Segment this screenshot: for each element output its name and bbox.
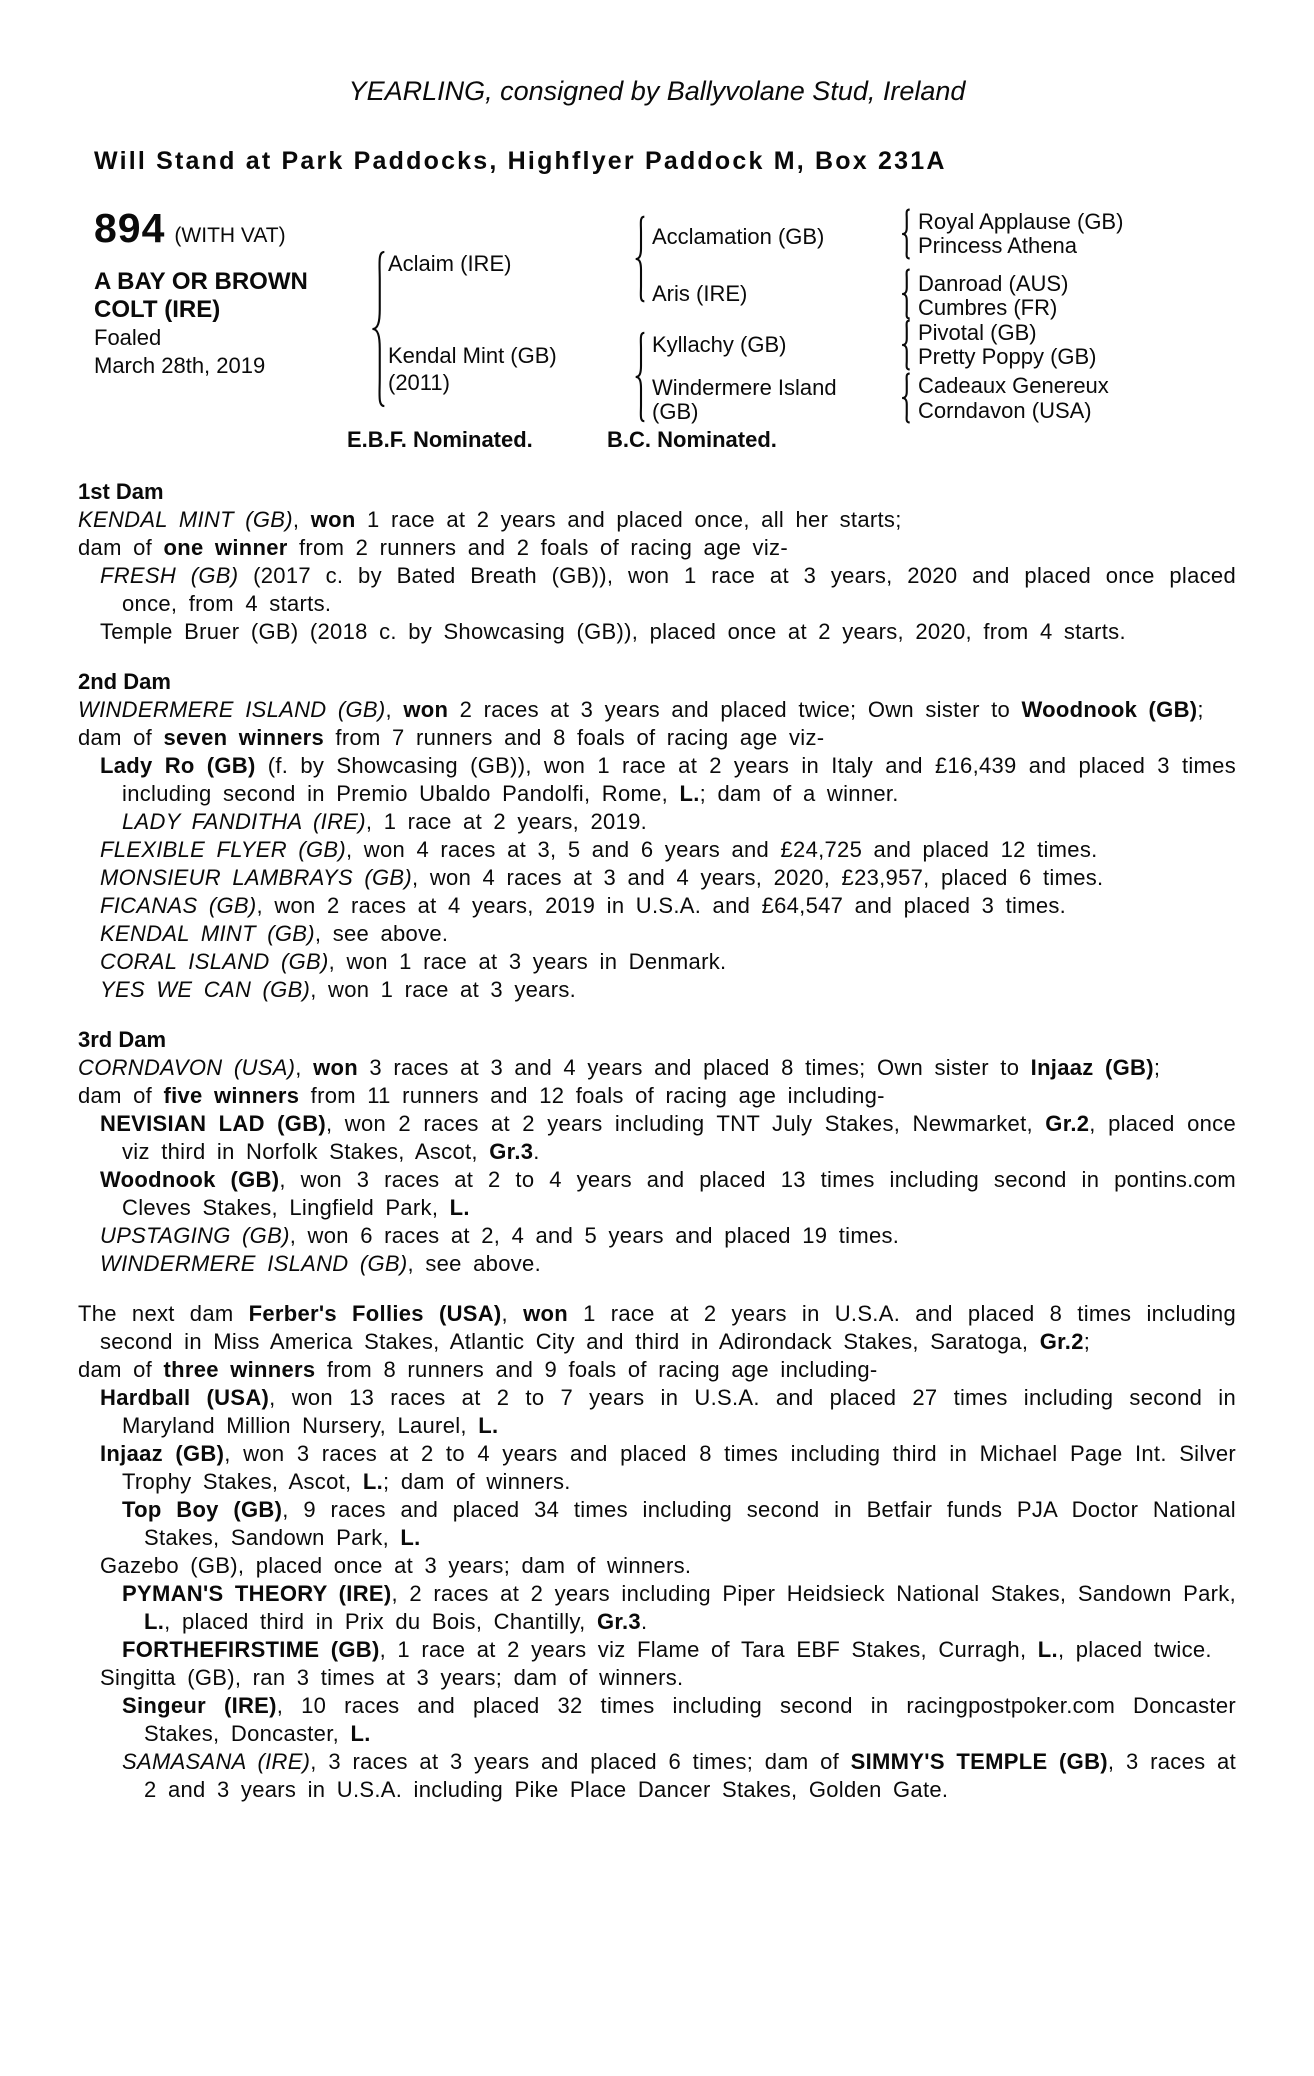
text-run: ; [1153,1055,1161,1080]
text-run: won [523,1301,568,1326]
text-run: WINDERMERE ISLAND (GB) [100,1251,408,1276]
brace-icon [898,319,912,371]
text-run: from 2 runners and 2 foals of racing age viz- [287,535,788,560]
text-run: Lady Ro (GB) [100,753,256,778]
catalog-paragraph [78,836,1236,864]
text-run: ; [1083,1329,1091,1354]
text-run: won [403,697,449,722]
catalog-paragraph [78,562,1236,618]
text-run: , [292,507,311,532]
text-run: , [501,1301,524,1326]
ebf-nominated-note: E.B.F. Nominated. [347,427,533,452]
text-run: (f. by Showcasing (GB)), won 1 race at 2 years in Italy and £16,439 and placed 3 times including second in Premio Ubaldo Pandolfi, Rome, [122,753,1237,806]
text-run: FORTHEFIRSTIME (GB) [122,1637,380,1662]
text-run: won [310,507,356,532]
text-run: NEVISIAN LAD (GB) [100,1111,327,1136]
text-run: Top Boy (GB) [122,1497,283,1522]
text-run: FLEXIBLE FLYER (GB) [100,837,346,862]
catalog-paragraph [78,1440,1236,1496]
text-run: dam of [78,1083,164,1108]
text-run: from 8 runners and 9 foals of racing age including- [315,1357,878,1382]
text-run: ; [1197,697,1204,722]
text-run: Gr.2 [1045,1111,1090,1136]
text-run: three winners [163,1357,316,1382]
text-run: , 9 races and placed 34 times including second in Betfair funds PJA Doctor National Stakes, Sandown Park, [144,1497,1236,1550]
catalog-paragraph [78,506,1236,534]
text-run: Singitta (GB), ran 3 times at 3 years; dam of winners. [100,1665,684,1690]
catalog-paragraph [78,1636,1236,1664]
great-grandparent-name: Pretty Poppy (GB) [918,344,1097,369]
text-run: Injaaz (GB) [100,1441,225,1466]
dam-section-heading: 1st Dam [78,479,164,504]
text-run: Singeur (IRE) [122,1693,277,1718]
text-run: L. [350,1721,371,1746]
text-run: Temple Bruer (GB) (2018 c. by Showcasing (GB)), placed once at 2 years, 2020, from 4 starts. [100,619,1126,644]
text-run: CORAL ISLAND (GB) [100,949,329,974]
catalog-paragraph [78,1552,1236,1580]
catalog-paragraph [78,1664,1236,1692]
catalog-page [0,76,1314,1804]
text-run: , [385,697,404,722]
great-grandparent-name: Royal Applause (GB) [918,209,1124,234]
colt-description: A BAY OR BROWN COLT (IRE) [94,268,308,323]
text-run: , see above. [314,921,449,946]
dam-year: (2011) [388,370,450,395]
text-run: Woodnook (GB) [1021,697,1198,722]
stand-location: Will Stand at Park Paddocks, Highflyer Paddock M, Box 231A [94,147,947,175]
text-run: , won 1 race at 3 years in Denmark. [328,949,727,974]
catalog-paragraph [78,1222,1236,1250]
catalog-paragraph [78,1748,1236,1804]
text-run: The next dam [78,1301,249,1326]
text-run: (2017 c. by Bated Breath (GB)), won 1 race at 3 years, 2020 and placed once placed once, from 4 starts. [122,563,1236,616]
text-run: , see above. [407,1251,541,1276]
great-grandparent-name: Danroad (AUS) [918,271,1069,296]
dam-section-heading: 2nd Dam [78,669,171,694]
brace-icon [898,268,912,320]
text-run: FRESH (GB) [100,563,239,588]
text-run: dam of [78,535,164,560]
text-run: Ferber's Follies (USA) [248,1301,502,1326]
text-run: , 10 races and placed 32 times including second in racingpostpoker.com Doncaster Stakes, Doncaster, [144,1693,1236,1746]
grandsire-name: Acclamation (GB) [652,224,825,249]
text-run: , 1 race at 2 years viz Flame of Tara EBF Stakes, Curragh, [379,1637,1038,1662]
text-run: , 1 race at 2 years, 2019. [365,809,648,834]
grandsire-name: Kyllachy (GB) [652,332,787,357]
text-run: Injaaz (GB) [1030,1055,1154,1080]
foaled-label: Foaled [94,325,162,350]
text-run: , won 3 races at 2 to 4 years and placed 13 times including second in pontins.com Cleves Stakes, Lingfield Park, [122,1167,1236,1220]
text-run: WINDERMERE ISLAND (GB) [78,697,386,722]
brace-icon [631,330,647,424]
text-run: 2 races at 3 years and placed twice; Own sister to [448,697,1022,722]
lot-block [94,205,360,380]
text-run: 1 race at 2 years in U.S.A. and placed 8 times including second in Miss America Stakes, Atlantic City and third in Adirondack Stakes, Saratoga, [100,1301,1236,1354]
text-run: , placed third in Prix du Bois, Chantilly, [164,1609,597,1634]
catalog-paragraph [78,1166,1236,1222]
text-run: , won 2 races at 4 years, 2019 in U.S.A. and £64,547 and placed 3 times. [256,893,1067,918]
text-run: , placed once viz third in Norfolk Stakes, Ascot, [122,1111,1236,1164]
text-run: KENDAL MINT (GB) [100,921,315,946]
text-run: , won 1 race at 3 years. [310,977,577,1002]
text-run: one winner [163,535,288,560]
text-run: , [295,1055,314,1080]
text-run: YES WE CAN (GB) [100,977,311,1002]
text-run: UPSTAGING (GB) [100,1223,290,1248]
catalog-paragraph [78,892,1236,920]
dam-section-heading: 3rd Dam [78,1027,167,1052]
foaled-date: March 28th, 2019 [94,353,266,378]
text-run: , 2 races at 2 years including Piper Heidsieck National Stakes, Sandown Park, [391,1581,1236,1606]
text-run: ; dam of a winner. [699,781,899,806]
great-grandparent-name: Pivotal (GB) [918,320,1037,345]
catalog-paragraph [78,1496,1236,1552]
text-run: L. [362,1469,384,1494]
text-run: 3 races at 3 and 4 years and placed 8 times; Own sister to [358,1055,1031,1080]
text-run: L. [144,1609,165,1634]
catalog-paragraph [78,1384,1236,1440]
brace-icon [631,214,647,304]
text-run: seven winners [163,725,325,750]
catalog-paragraph [78,948,1236,976]
text-run: SAMASANA (IRE) [122,1749,311,1774]
great-grandparent-name: Cadeaux Genereux [918,373,1109,398]
catalog-paragraph [78,1250,1236,1278]
vat-note: (WITH VAT) [174,224,286,247]
text-run: won [313,1055,359,1080]
dam-name [388,342,557,396]
text-run: , won 4 races at 3 and 4 years, 2020, £23,957, placed 6 times. [412,865,1104,890]
dam-name-text: Kendal Mint (GB) [388,343,557,368]
text-run: Gr.3 [596,1609,641,1634]
sire-name: Aclaim (IRE) [388,251,512,276]
text-run: LADY FANDITHA (IRE) [122,809,366,834]
great-grandparent-name: Princess Athena [918,233,1077,258]
text-run: Gazebo (GB), placed once at 3 years; dam of winners. [100,1553,692,1578]
lot-number-line [94,205,360,256]
catalog-paragraph [78,1580,1236,1636]
great-grandparent-name: Cumbres (FR) [918,295,1058,320]
catalog [78,478,1236,1804]
catalog-paragraph [78,864,1236,892]
text-run: FICANAS (GB) [100,893,257,918]
text-run: . [640,1609,648,1634]
text-run: , won 2 races at 2 years including TNT July Stakes, Newmarket, [326,1111,1046,1136]
text-run: 1 race at 2 years and placed once, all her starts; [355,507,902,532]
text-run: Gr.2 [1039,1329,1084,1354]
catalog-paragraph [78,724,1236,752]
catalog-paragraph [78,920,1236,948]
text-run: , 3 races at 3 years and placed 6 times; dam of [310,1749,851,1774]
text-run: Hardball (USA) [100,1385,270,1410]
bc-nominated-note: B.C. Nominated. [607,427,777,452]
text-run: MONSIEUR LAMBRAYS (GB) [100,865,413,890]
catalog-paragraph [78,1692,1236,1748]
granddam-name: Aris (IRE) [652,281,748,306]
brace-icon [366,247,388,411]
granddam-name: Windermere Island (GB) [652,375,837,424]
text-run: , won 4 races at 3, 5 and 6 years and £24,725 and placed 12 times. [345,837,1098,862]
text-run: , won 3 races at 2 to 4 years and placed 8 times including third in Michael Page Int. Silver Trophy Stakes, Ascot, [122,1441,1237,1494]
text-run: , 3 races at 2 and 3 years in U.S.A. including Pike Place Dancer Stakes, Golden Gate. [144,1749,1236,1802]
text-run: L. [478,1413,499,1438]
text-run: . [533,1139,540,1164]
text-run: ; dam of winners. [383,1469,571,1494]
great-grandparent-name: Corndavon (USA) [918,398,1092,423]
text-run: , won 6 races at 2, 4 and 5 years and placed 19 times. [289,1223,900,1248]
text-run: L. [1037,1637,1058,1662]
text-run: from 11 runners and 12 foals of racing age including- [299,1083,885,1108]
catalog-paragraph [78,1110,1236,1166]
text-run: Woodnook (GB) [100,1167,280,1192]
catalog-paragraph [78,696,1236,724]
catalog-paragraph [78,1356,1236,1384]
text-run: SIMMY'S TEMPLE (GB) [850,1749,1108,1774]
pedigree-table [78,190,1236,462]
catalog-paragraph [78,534,1236,562]
catalog-paragraph [78,752,1236,808]
lot-number: 894 [94,205,166,251]
catalog-paragraph [78,976,1236,1004]
catalog-paragraph [78,618,1236,646]
text-run: L. [679,781,700,806]
text-run: KENDAL MINT (GB) [78,507,293,532]
text-run: Gr.3 [489,1139,534,1164]
text-run: L. [400,1525,421,1550]
text-run: , placed twice. [1057,1637,1212,1662]
text-run: dam of [78,725,164,750]
text-run: CORNDAVON (USA) [78,1055,296,1080]
text-run: L. [449,1195,470,1220]
text-run: five winners [163,1083,300,1108]
text-run: dam of [78,1357,164,1382]
brace-icon [898,208,912,260]
text-run: , won 13 races at 2 to 7 years in U.S.A. and placed 27 times including second in Maryland Million Nursery, Laurel, [122,1385,1237,1438]
catalog-paragraph [78,808,1236,836]
text-run: from 7 runners and 8 foals of racing age viz- [324,725,825,750]
brace-icon [898,372,912,424]
consignment-title: YEARLING, consigned by Ballyvolane Stud, Ireland [348,76,966,106]
catalog-paragraph [78,1300,1236,1356]
text-run: PYMAN'S THEORY (IRE) [122,1581,392,1606]
catalog-paragraph [78,1054,1236,1082]
catalog-paragraph [78,1082,1236,1110]
